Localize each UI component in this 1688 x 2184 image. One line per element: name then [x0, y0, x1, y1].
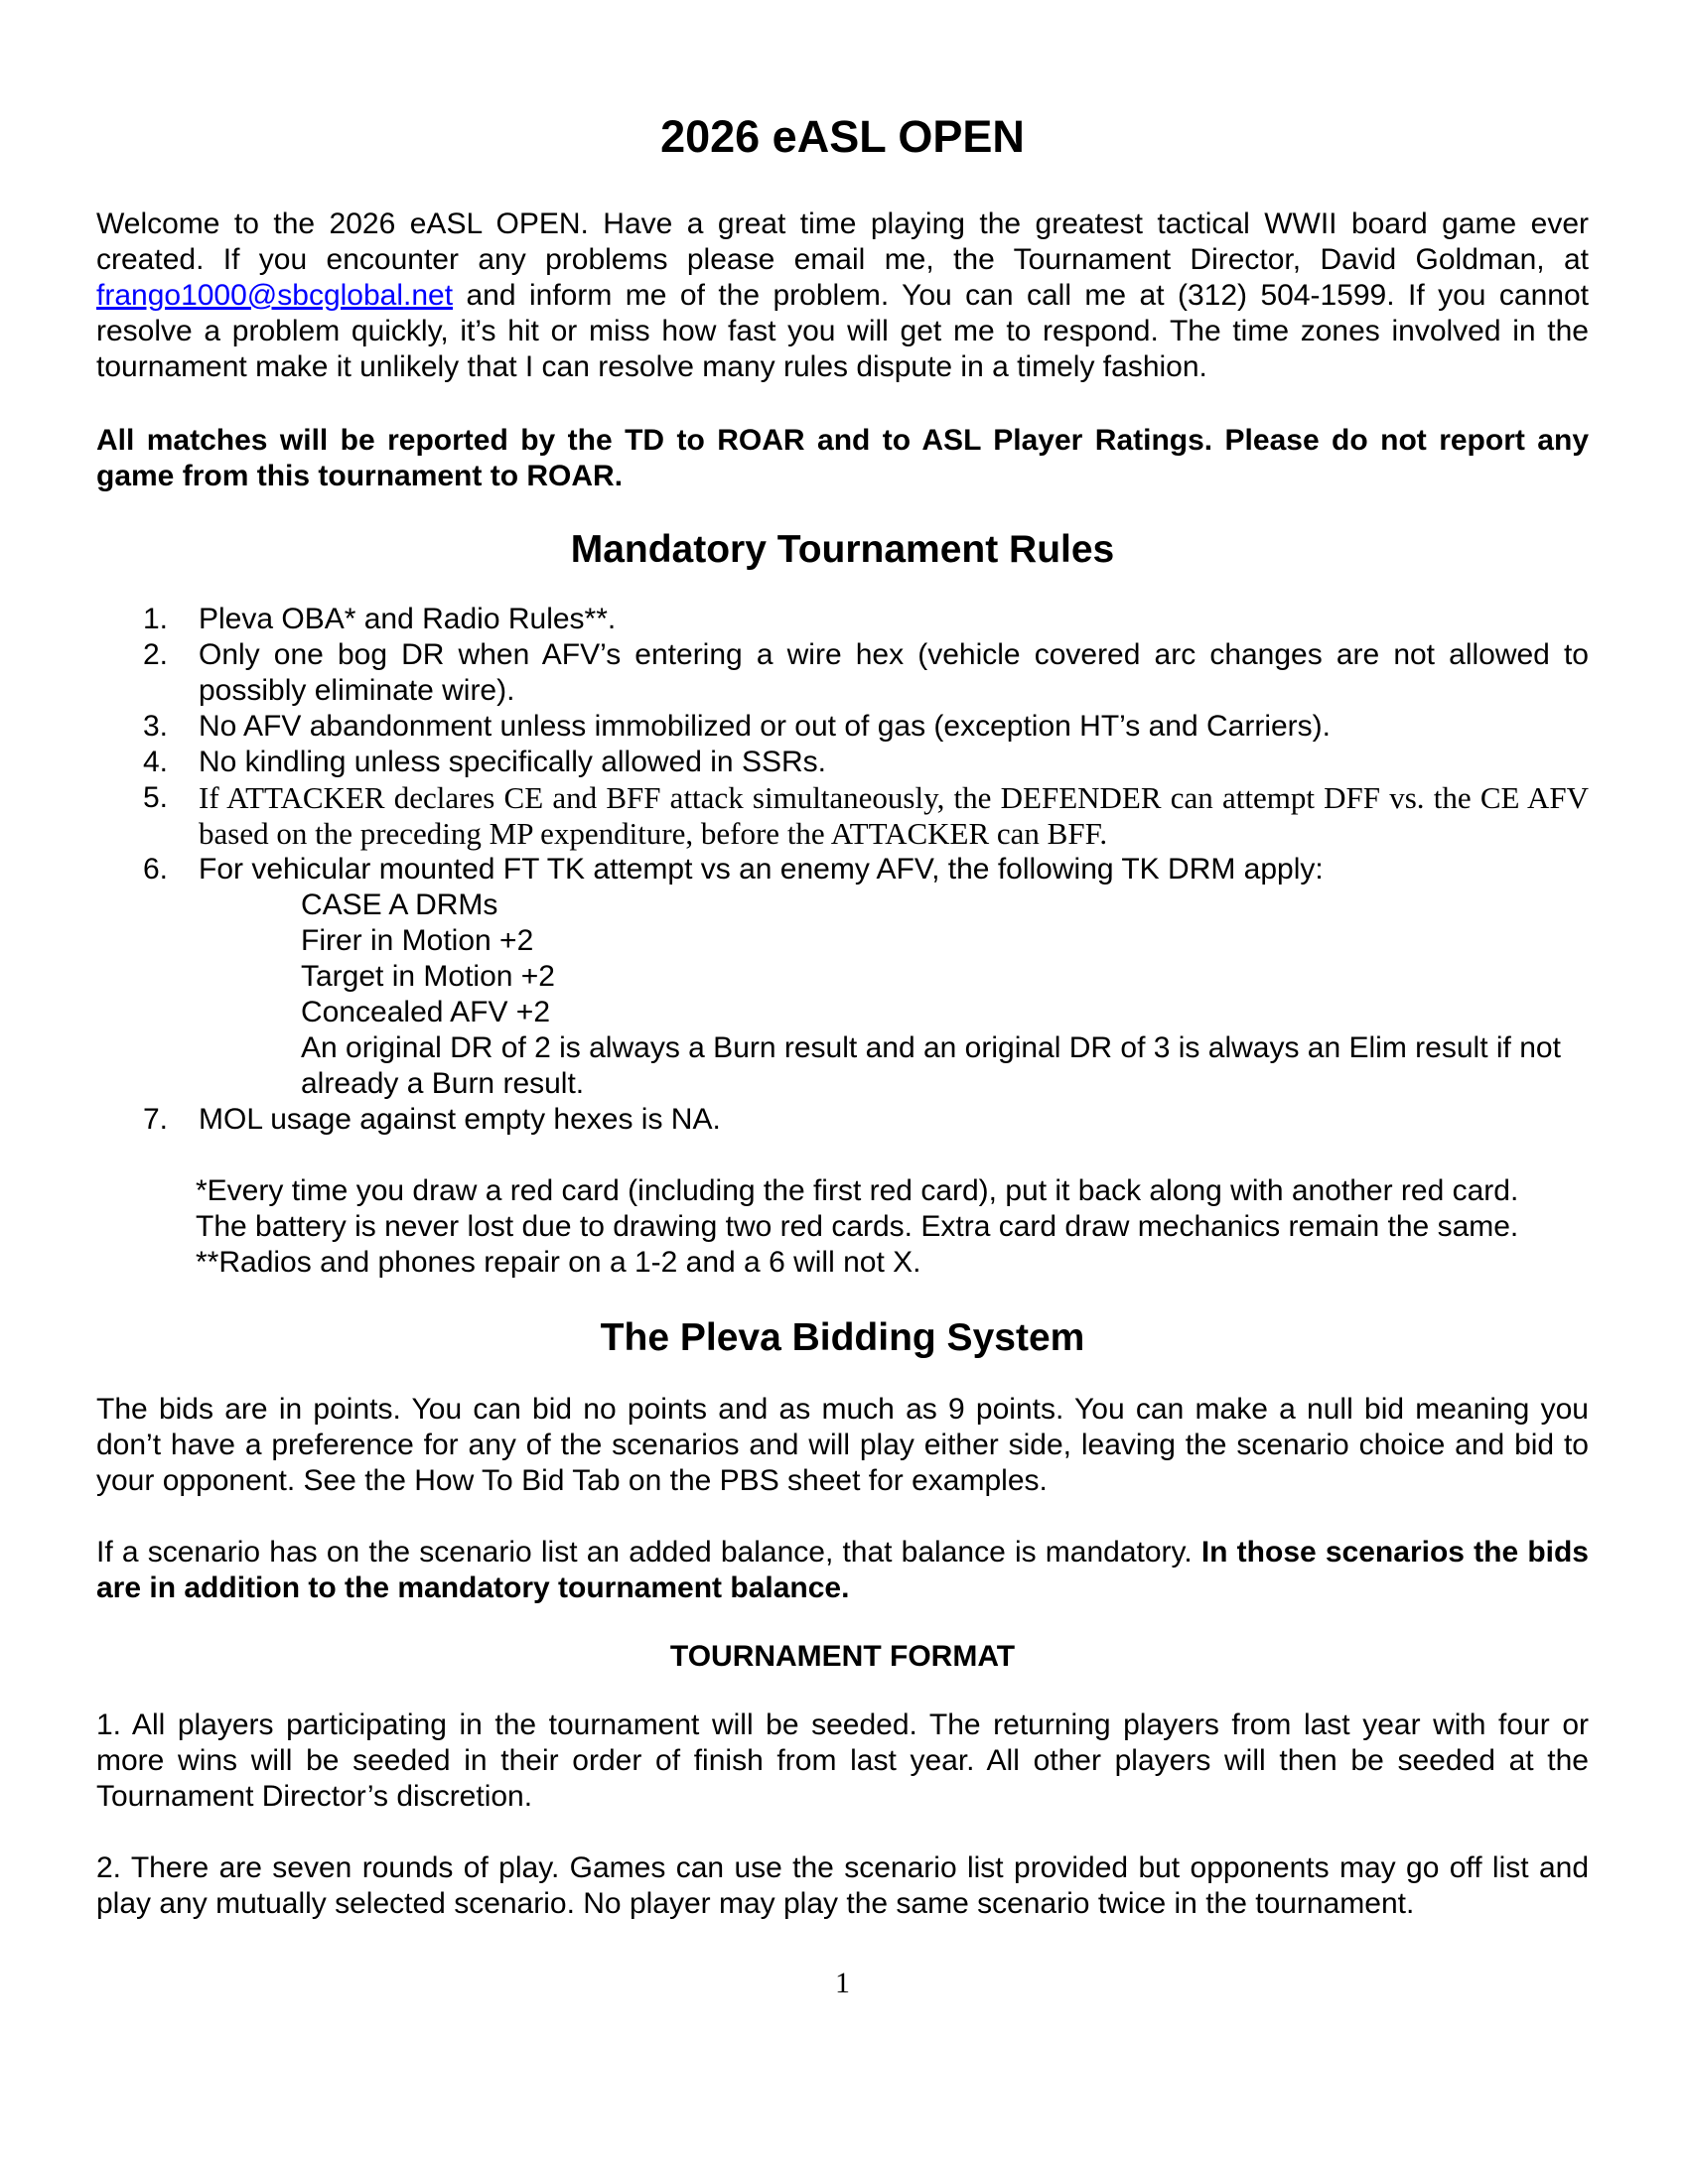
rule-number: 7. [143, 1103, 169, 1136]
rule-6-lead: For vehicular mounted FT TK attempt vs an enemy AFV, the following TK DRM apply: [199, 853, 1324, 886]
rule-text: No AFV abandonment unless immobilized or out of gas (exception HT’s and Carriers). [199, 710, 1331, 743]
footnotes-block [196, 1173, 1589, 1281]
format-paragraph-2: 2. There are seven rounds of play. Games can use the scenario list provided but opponents may go off list and play any mutually selected scenario. No player may play the same scenario twice in the tournament. [96, 1851, 1589, 1920]
format-paragraph-1: 1. All players participating in the tournament will be seeded. The returning players from last year with four or more wins will be seeded in their order of finish from last year. All other players will then be seeded at the Tournament Director’s discretion. [96, 1708, 1589, 1813]
bidding-paragraph: The bids are in points. You can bid no points and as much as 9 points. You can make a null bid meaning you don’t have a preference for any of the scenarios and will play either side, leaving the scenario choice and bid to your opponent. See the How To Bid Tab on the PBS sheet for examples. [96, 1393, 1589, 1497]
footnote-line: *Every time you draw a red card (including the first red card), put it back along with another red card. [196, 1174, 1519, 1207]
tournament-format-heading: TOURNAMENT FORMAT [669, 1640, 1016, 1673]
case-a-drm-note: An original DR of 2 is always a Burn result and an original DR of 3 is always an Elim result if not already a Burn result. [301, 1031, 1561, 1100]
rule-item-5 [143, 780, 1589, 852]
rule-text: MOL usage against empty hexes is NA. [199, 1103, 721, 1136]
intro-paragraph [96, 206, 1589, 385]
intro-text-before-email: Welcome to the 2026 eASL OPEN. Have a great time playing the greatest tactical WWII board game ever created. If you encounter any problems please email me, the Tournament Director, David Goldman, at [96, 207, 1589, 276]
footnote-line: **Radios and phones repair on a 1-2 and a 6 will not X. [196, 1246, 921, 1279]
bidding-heading: The Pleva Bidding System [600, 1316, 1085, 1359]
rule-text: No kindling unless specifically allowed in SSRs. [199, 746, 826, 778]
rule-text: Only one bog DR when AFV’s entering a wire hex (vehicle covered arc changes are not allowed to possibly eliminate wire). [199, 638, 1589, 707]
intro-text-after-email: and inform me of the problem. You can call me at (312) 504-1599. If you cannot resolve a problem quickly, it’s hit or miss how fast you will get me to respond. The time zones involved in the tournament make it unlikely that I can resolve many rules dispute in a timely fashion. [96, 279, 1589, 383]
balance-text-bold: In those scenarios the bids are in addition to the mandatory tournament balance. [96, 1536, 1589, 1604]
email-link[interactable]: frango1000@sbcglobal.net [96, 279, 454, 312]
rule-text: If ATTACKER declares CE and BFF attack simultaneously, the DEFENDER can attempt DFF vs. the CE AFV based on the preceding MP expenditure, before the ATTACKER can BFF. [199, 780, 1589, 851]
rule-number: 2. [143, 638, 169, 671]
rule-item-7 [143, 1102, 1589, 1138]
balance-text-regular: If a scenario has on the scenario list an added balance, that balance is mandatory. [96, 1536, 1201, 1569]
rules-heading: Mandatory Tournament Rules [570, 528, 1115, 571]
rule-number: 6. [143, 853, 169, 886]
rule-item-2 [143, 637, 1589, 709]
rule-item-1 [143, 602, 1589, 637]
page-number: 1 [835, 1967, 850, 1999]
case-a-drm-line: Target in Motion +2 [301, 960, 555, 993]
rule-item-4 [143, 745, 1589, 780]
rule-number: 4. [143, 746, 169, 778]
rules-list [143, 602, 1589, 1138]
rule-number: 3. [143, 710, 169, 743]
rule-text [199, 852, 1589, 1102]
balance-paragraph [96, 1535, 1589, 1606]
rule-number: 1. [143, 603, 169, 635]
case-a-drm-line: CASE A DRMs [301, 888, 498, 921]
rule-number: 5. [143, 781, 169, 814]
footnote-line: The battery is never lost due to drawing two red cards. Extra card draw mechanics remain the same. [196, 1210, 1519, 1243]
rule-text: Pleva OBA* and Radio Rules**. [199, 603, 617, 635]
rule-item-6 [143, 852, 1589, 1102]
roar-notice: All matches will be reported by the TD to ROAR and to ASL Player Ratings. Please do not report any game from this tournament to ROAR. [96, 424, 1589, 492]
rule-item-3 [143, 709, 1589, 745]
page-title: 2026 eASL OPEN [660, 111, 1025, 162]
case-a-drm-line: Concealed AFV +2 [301, 996, 551, 1028]
case-a-drm-line: Firer in Motion +2 [301, 924, 534, 957]
